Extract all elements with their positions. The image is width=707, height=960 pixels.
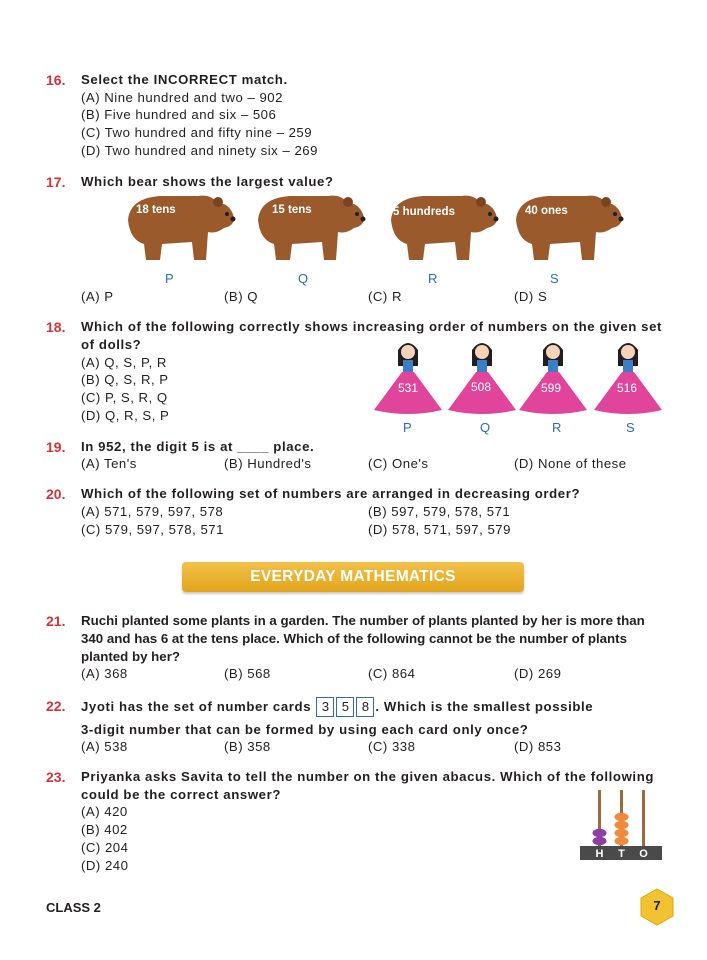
doll-p-illustration	[372, 336, 444, 416]
abacus-rod-o	[642, 790, 645, 846]
doll-s-value: 516	[617, 381, 638, 395]
doll-p-label: P	[403, 420, 412, 435]
option-c[interactable]: (C) 338	[368, 739, 416, 754]
number-card: 3	[316, 697, 334, 717]
option-d[interactable]: (D) 578, 571, 597, 579	[368, 522, 511, 537]
question-stem: Priyanka asks Savita to tell the number on the given abacus. Which of the following could be the correct answer?	[81, 769, 655, 802]
doll-q-illustration	[446, 336, 518, 416]
option-b[interactable]: (B) 568	[224, 666, 271, 681]
option-c[interactable]: (C) 204	[81, 840, 129, 855]
stem-part: Jyoti has the set of number cards	[81, 699, 312, 714]
doll-r-illustration	[517, 336, 589, 416]
number-card: 5	[336, 697, 354, 717]
option-d[interactable]: (D) 269	[514, 666, 562, 681]
doll-r-label: R	[552, 420, 562, 435]
bear-r-value: 5 hundreds	[393, 206, 455, 218]
option-c[interactable]: (C) 864	[368, 666, 416, 681]
option-c[interactable]: (C) One's	[368, 456, 429, 471]
option-d[interactable]: (D) None of these	[514, 456, 627, 471]
abacus-bead	[615, 821, 629, 829]
bear-q-illustration	[250, 190, 368, 268]
doll-q-label: Q	[480, 420, 491, 435]
abacus-bead	[615, 837, 629, 845]
number-card: 8	[356, 697, 374, 717]
abacus-bead	[593, 837, 607, 845]
question-stem	[81, 697, 663, 717]
abacus-label-h: H	[595, 848, 604, 860]
option-a[interactable]: (A) 571, 579, 597, 578	[81, 504, 224, 519]
bear-q-value: 15 tens	[272, 204, 312, 216]
footer-class: CLASS 2	[46, 900, 101, 915]
question-stem: Which of the following correctly shows increasing order of numbers on the given set of dolls?	[81, 319, 663, 352]
option-b[interactable]: (B) Q	[224, 289, 259, 304]
doll-p-value: 531	[398, 381, 419, 395]
question-number: 22.	[46, 698, 66, 714]
doll-q-value: 508	[471, 380, 492, 394]
doll-s-illustration	[592, 336, 664, 416]
doll-s-label: S	[626, 420, 635, 435]
option-b[interactable]: (B) 597, 579, 578, 571	[368, 504, 511, 519]
question-number: 16.	[46, 72, 66, 88]
option-d[interactable]: (D) S	[514, 289, 548, 304]
option-a[interactable]: (A) 368	[81, 666, 128, 681]
question-stem: Ruchi planted some plants in a garden. The number of plants planted by her is more than 340 and has 6 at the tens place. Which of the following cannot be the number of plants planted by her?	[81, 613, 645, 664]
option-b[interactable]: (B) Hundred's	[224, 456, 312, 471]
abacus-bead	[615, 813, 629, 821]
question-stem: Which of the following set of numbers are arranged in decreasing order?	[81, 486, 581, 501]
question-number: 21.	[46, 613, 66, 629]
option-a[interactable]: (A) P	[81, 289, 114, 304]
abacus-label-t: T	[618, 848, 625, 860]
option-d[interactable]: (D) 853	[514, 739, 562, 754]
option-b[interactable]: (B) Five hundred and six – 506	[81, 107, 277, 122]
bear-p-illustration	[120, 190, 238, 268]
question-number: 20.	[46, 486, 66, 502]
page-number: 7	[653, 898, 661, 913]
option-a[interactable]: (A) 420	[81, 804, 128, 819]
option-c[interactable]: (C) P, S, R, Q	[81, 390, 168, 405]
option-a[interactable]: (A) Ten's	[81, 456, 137, 471]
bear-s-illustration	[508, 190, 626, 268]
question-number: 23.	[46, 769, 66, 785]
option-d[interactable]: (D) Q, R, S, P	[81, 408, 170, 423]
doll-r-value: 599	[541, 381, 562, 395]
question-stem-line2: 3-digit number that can be formed by using each card only once?	[81, 722, 529, 737]
question-number: 17.	[46, 174, 66, 190]
bear-r-label: R	[428, 271, 438, 286]
bear-s-label: S	[550, 271, 559, 286]
bear-q-label: Q	[298, 271, 309, 286]
abacus-illustration	[580, 788, 662, 860]
option-a[interactable]: (A) Nine hundred and two – 902	[81, 90, 283, 105]
option-a[interactable]: (A) 538	[81, 739, 128, 754]
option-b[interactable]: (B) 358	[224, 739, 271, 754]
option-c[interactable]: (C) 579, 597, 578, 571	[81, 522, 224, 537]
question-stem: In 952, the digit 5 is at ____ place.	[81, 439, 315, 454]
option-b[interactable]: (B) 402	[81, 822, 128, 837]
question-number: 19.	[46, 439, 66, 455]
stem-part: . Which is the smallest possible	[375, 699, 594, 714]
option-d[interactable]: (D) Two hundred and ninety six – 269	[81, 143, 318, 158]
option-a[interactable]: (A) Q, S, P, R	[81, 355, 167, 370]
abacus-bead	[615, 829, 629, 837]
bear-r-illustration	[383, 190, 501, 268]
bear-s-value: 40 ones	[525, 205, 568, 217]
option-b[interactable]: (B) Q, S, R, P	[81, 372, 169, 387]
abacus-label-o: O	[639, 848, 648, 860]
option-c[interactable]: (C) Two hundred and fifty nine – 259	[81, 125, 313, 140]
option-d[interactable]: (D) 240	[81, 858, 129, 873]
bear-p-value: 18 tens	[136, 204, 176, 216]
question-stem: Select the INCORRECT match.	[81, 72, 288, 87]
bear-p-label: P	[165, 271, 174, 286]
question-stem: Which bear shows the largest value?	[81, 174, 334, 189]
abacus-bead	[593, 829, 607, 837]
section-banner: EVERYDAY MATHEMATICS	[182, 562, 524, 592]
question-number: 18.	[46, 319, 66, 335]
option-c[interactable]: (C) R	[368, 289, 402, 304]
